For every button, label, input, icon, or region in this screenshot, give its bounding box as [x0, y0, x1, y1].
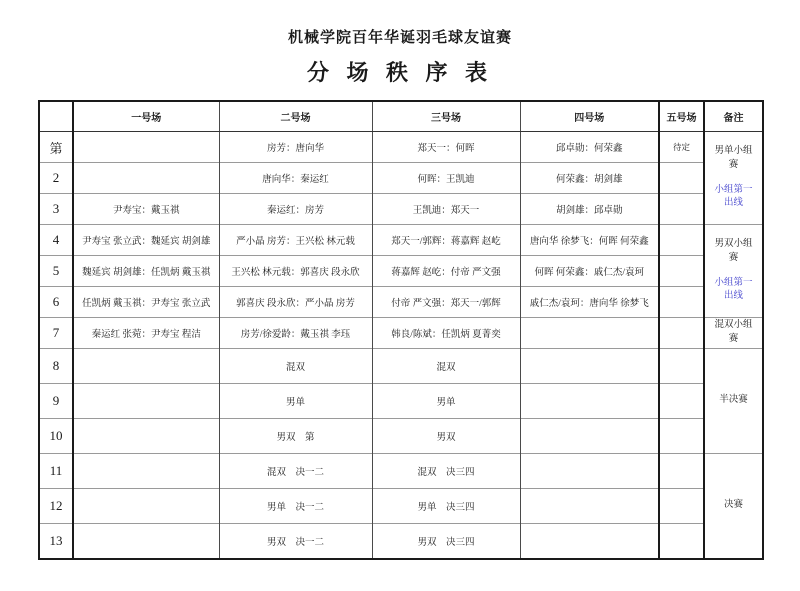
- court4-cell: 唐向华 徐梦飞：何晖 何荣鑫: [520, 225, 659, 256]
- table-row: [39, 524, 763, 560]
- remark-group-label: 决赛: [723, 500, 743, 511]
- table-row: [39, 349, 763, 384]
- round-cell: 10: [39, 419, 73, 454]
- court1-cell: [73, 163, 219, 194]
- court2-cell: 男双 第: [219, 419, 372, 454]
- court5-cell: 待定: [659, 132, 704, 163]
- round-cell: 3: [39, 194, 73, 225]
- table-row: [39, 454, 763, 489]
- court2-cell: 郭喜庆 段永欣：严小晶 房芳: [219, 287, 372, 318]
- court1-cell: 秦运红 张菀：尹寿宝 程洁: [73, 318, 219, 349]
- remark-note-label: 小组第一出线: [714, 277, 753, 302]
- court5-cell: [659, 318, 704, 349]
- round-cell: 11: [39, 454, 73, 489]
- court5-cell: [659, 225, 704, 256]
- court3-cell: 男单: [372, 384, 520, 419]
- court3-cell: 男双: [372, 419, 520, 454]
- court3-cell: 郑天一/郭辉：蒋嘉辉 赵屹: [372, 225, 520, 256]
- court3-cell: 韩良/陈斌：任凯炳 夏菁奕: [372, 318, 520, 349]
- court1-cell: [73, 349, 219, 384]
- court2-cell: 男单 决一二: [219, 489, 372, 524]
- page-title: 机械学院百年华诞羽毛球友谊赛: [287, 30, 512, 46]
- court3-cell: 付帝 严文强：郑天一/郭辉: [372, 287, 520, 318]
- court1-cell: [73, 419, 219, 454]
- round-cell: 2: [39, 163, 73, 194]
- table-row: [39, 163, 763, 194]
- header-row: [39, 101, 763, 132]
- table-row: [39, 489, 763, 524]
- court4-cell: [520, 454, 659, 489]
- court5-cell: [659, 194, 704, 225]
- court2-cell: 严小晶 房芳：王兴松 林元载: [219, 225, 372, 256]
- round-cell: 5: [39, 256, 73, 287]
- table-row: [39, 419, 763, 454]
- court2-cell: 房芳：唐向华: [219, 132, 372, 163]
- table-row: [39, 384, 763, 419]
- col-header-remark: 备注: [704, 101, 763, 132]
- remark-note-label: 小组第一出线: [714, 184, 753, 209]
- table-row: [39, 318, 763, 349]
- court2-cell: 唐向华：秦运红: [219, 163, 372, 194]
- court3-cell: 混双: [372, 349, 520, 384]
- court5-cell: [659, 524, 704, 560]
- table-row: [39, 256, 763, 287]
- col-header-court2: 二号场: [219, 101, 372, 132]
- court1-cell: [73, 132, 219, 163]
- court4-cell: [520, 489, 659, 524]
- court2-cell: 秦运红：房芳: [219, 194, 372, 225]
- court5-cell: [659, 419, 704, 454]
- court5-cell: [659, 256, 704, 287]
- court2-cell: 王兴松 林元载：郭喜庆 段永欣: [219, 256, 372, 287]
- court4-cell: 胡剑雄：邱卓勋: [520, 194, 659, 225]
- remark-group-label: 男双小组赛: [714, 238, 753, 263]
- remark-group-label: 半决赛: [719, 395, 748, 406]
- court2-cell: 混双: [219, 349, 372, 384]
- court5-cell: [659, 287, 704, 318]
- court4-cell: [520, 384, 659, 419]
- court3-cell: 郑天一：何晖: [372, 132, 520, 163]
- court3-cell: 男单 决三四: [372, 489, 520, 524]
- court1-cell: 尹寿宝：戴玉祺: [73, 194, 219, 225]
- round-cell: 7: [39, 318, 73, 349]
- remark-cell: [704, 132, 763, 225]
- court1-cell: 任凯炳 戴玉祺：尹寿宝 张立武: [73, 287, 219, 318]
- court5-cell: [659, 454, 704, 489]
- col-header-court4: 四号场: [520, 101, 659, 132]
- remark-cell: [704, 225, 763, 318]
- court5-cell: [659, 489, 704, 524]
- remark-cell: [704, 318, 763, 349]
- page-subtitle: 分 场 秩 序 表: [306, 60, 493, 85]
- round-cell: 13: [39, 524, 73, 560]
- court4-cell: 何荣鑫：胡剑雄: [520, 163, 659, 194]
- col-header-court3: 三号场: [372, 101, 520, 132]
- court5-cell: [659, 163, 704, 194]
- round-cell: 第: [39, 132, 73, 163]
- col-header-court5: 五号场: [659, 101, 704, 132]
- schedule-table: [38, 100, 764, 560]
- court4-cell: 何晖 何荣鑫：戚仁杰/袁珂: [520, 256, 659, 287]
- court5-cell: [659, 384, 704, 419]
- remark-group-label: 混双小组赛: [714, 320, 753, 344]
- court3-cell: 王凯迪：郑天一: [372, 194, 520, 225]
- court1-cell: [73, 524, 219, 560]
- court1-cell: [73, 384, 219, 419]
- court5-cell: [659, 349, 704, 384]
- court2-cell: 男单: [219, 384, 372, 419]
- round-cell: 6: [39, 287, 73, 318]
- court2-cell: 混双 决一二: [219, 454, 372, 489]
- table-row: [39, 194, 763, 225]
- court1-cell: 尹寿宝 张立武：魏延宾 胡剑雄: [73, 225, 219, 256]
- remark-cell: [704, 349, 763, 454]
- court4-cell: [520, 318, 659, 349]
- round-cell: 12: [39, 489, 73, 524]
- round-cell: 8: [39, 349, 73, 384]
- court3-cell: 蒋嘉辉 赵屹：付帝 严文强: [372, 256, 520, 287]
- court4-cell: [520, 419, 659, 454]
- remark-cell: [704, 454, 763, 560]
- court1-cell: [73, 454, 219, 489]
- court4-cell: [520, 524, 659, 560]
- court2-cell: 男双 决一二: [219, 524, 372, 560]
- court4-cell: 邱卓勋：何荣鑫: [520, 132, 659, 163]
- court3-cell: 何晖：王凯迪: [372, 163, 520, 194]
- remark-group-label: 男单小组赛: [714, 145, 753, 170]
- court3-cell: 男双 决三四: [372, 524, 520, 560]
- court4-cell: 戚仁杰/袁珂：唐向华 徐梦飞: [520, 287, 659, 318]
- round-cell: 9: [39, 384, 73, 419]
- table-row: [39, 287, 763, 318]
- court2-cell: 房芳/徐爱龄：戴玉祺 李珏: [219, 318, 372, 349]
- col-header-round: [39, 101, 73, 132]
- table-row: [39, 132, 763, 163]
- court1-cell: [73, 489, 219, 524]
- court1-cell: 魏延宾 胡剑雄：任凯炳 戴玉祺: [73, 256, 219, 287]
- court3-cell: 混双 决三四: [372, 454, 520, 489]
- round-cell: 4: [39, 225, 73, 256]
- table-row: [39, 225, 763, 256]
- col-header-court1: 一号场: [73, 101, 219, 132]
- court4-cell: [520, 349, 659, 384]
